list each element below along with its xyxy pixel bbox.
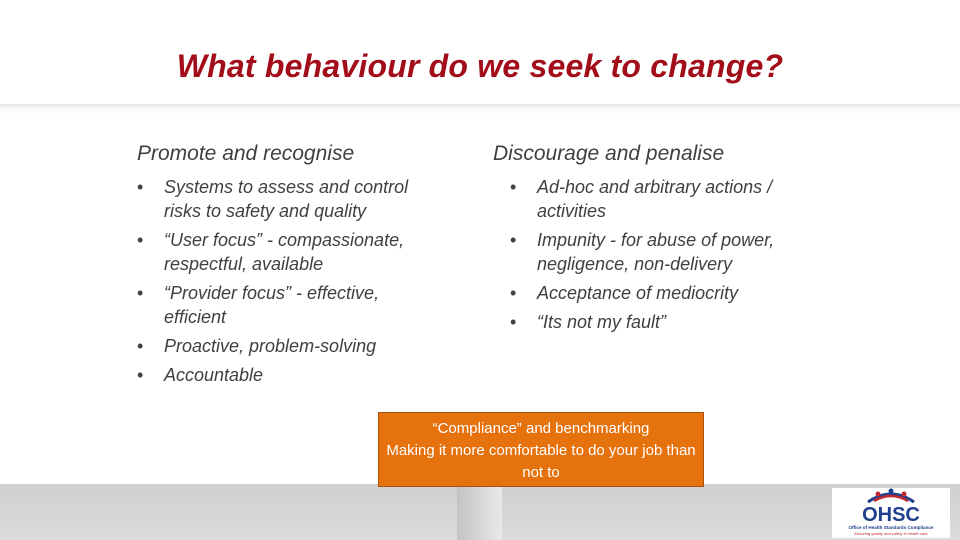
- people-arc-icon: [868, 489, 914, 503]
- compliance-callout: [378, 412, 704, 487]
- list-item-text: Proactive, problem-solving: [164, 336, 377, 356]
- bullet-icon: •: [137, 365, 144, 385]
- bullet-icon: •: [137, 230, 144, 250]
- list-item-text: Accountable: [164, 365, 264, 385]
- list-item-text: “Its not my fault”: [537, 312, 667, 332]
- list-item: [137, 281, 437, 329]
- list-item-text: Impunity - for abuse of power, negligence, non-delivery: [537, 230, 775, 274]
- logo-subtitle: Office of Health Standards Compliance: [848, 525, 934, 530]
- bullet-icon: •: [137, 283, 144, 303]
- list-item: [137, 334, 437, 358]
- ohsc-logo-graphic: [832, 488, 950, 538]
- bullet-icon: •: [510, 177, 517, 197]
- title-divider: [0, 104, 960, 114]
- bullet-icon: •: [510, 230, 517, 250]
- callout-line-1: “Compliance” and benchmarking: [432, 420, 650, 437]
- footer-accent: [457, 484, 502, 540]
- promote-list: [137, 175, 437, 392]
- bullet-icon: •: [510, 283, 517, 303]
- bullet-icon: •: [510, 312, 517, 332]
- list-item: [137, 228, 437, 276]
- list-item: [510, 281, 840, 305]
- list-item-text: “User focus” - compassionate, respectful, available: [164, 230, 405, 274]
- discourage-list: [510, 175, 840, 339]
- slide-title: What behaviour do we seek to change?: [176, 48, 784, 84]
- callout-line-2: Making it more comfortable to do your job than not to: [386, 442, 696, 481]
- list-item-text: Acceptance of mediocrity: [537, 283, 739, 303]
- list-item: [510, 175, 840, 223]
- promote-heading: Promote and recognise: [137, 142, 355, 165]
- bullet-icon: •: [137, 336, 144, 356]
- discourage-heading: Discourage and penalise: [493, 142, 725, 165]
- list-item: [137, 363, 437, 387]
- logo-wordmark: OHSC: [862, 504, 920, 526]
- list-item-text: Systems to assess and control risks to safety and quality: [164, 177, 409, 221]
- ohsc-logo: [832, 488, 950, 538]
- list-item: [510, 228, 840, 276]
- list-item: [137, 175, 437, 223]
- list-item: [510, 310, 840, 334]
- logo-tagline: Ensuring quality and safety in health care: [854, 531, 928, 536]
- list-item-text: Ad-hoc and arbitrary actions / activities: [537, 177, 773, 221]
- bullet-icon: •: [137, 177, 144, 197]
- list-item-text: “Provider focus” - effective, efficient: [164, 283, 380, 327]
